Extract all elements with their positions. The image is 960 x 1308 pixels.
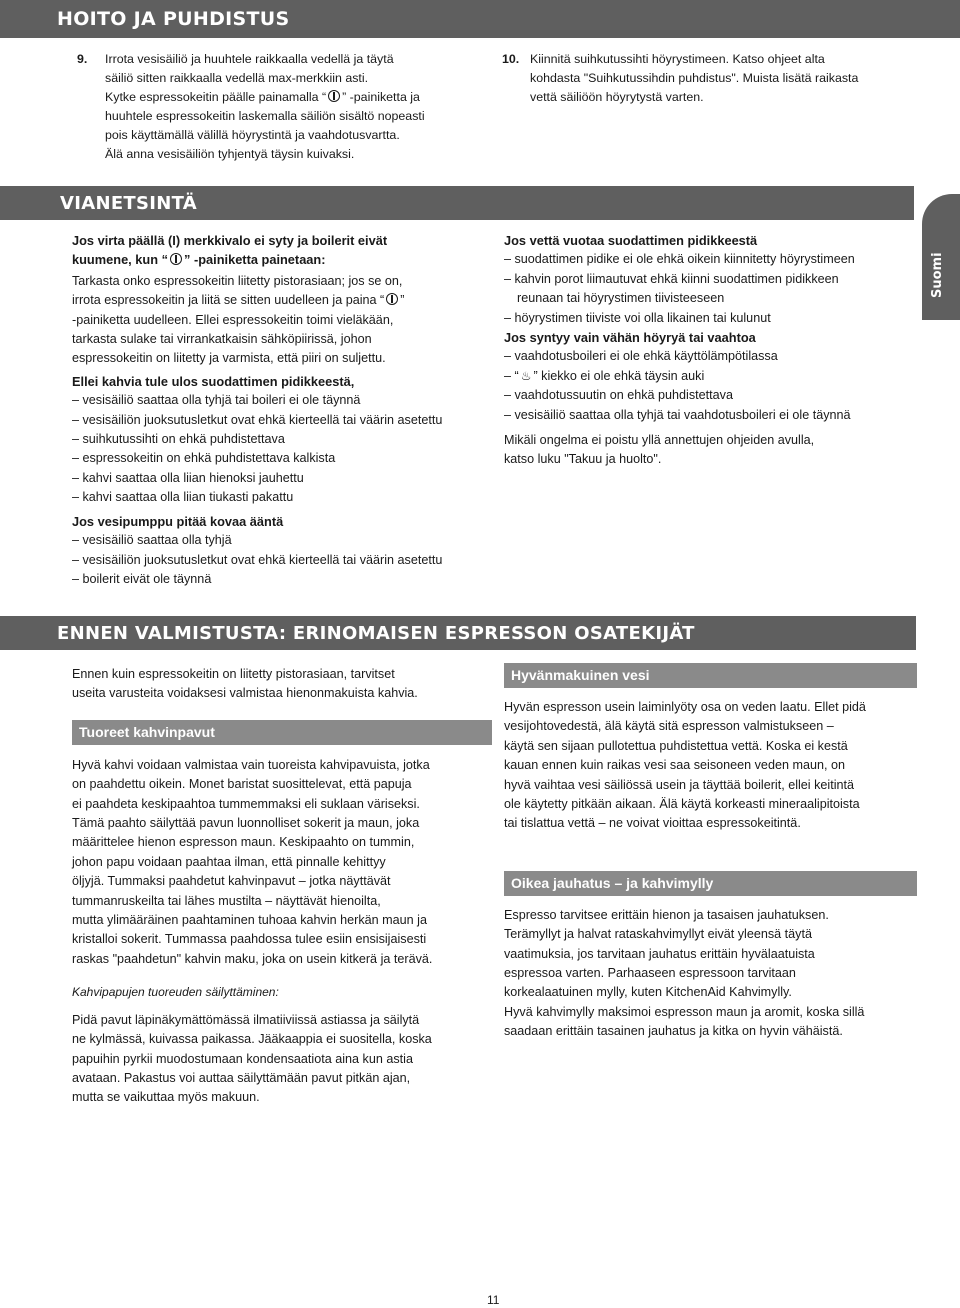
- troubleshooting-left: [72, 231, 492, 589]
- text-line: vesijohtovedestä, älä käytä sitä espresson valmistukseen –: [504, 719, 834, 734]
- text-line: mutta se vaikuttaa myös makuun.: [72, 1090, 260, 1105]
- text-line: [72, 291, 492, 310]
- text-line: vettä säiliöön höyrytystä varten.: [530, 90, 704, 104]
- text-fragment: – “: [504, 368, 519, 383]
- text-line: vaatimuksia, jos tarvitaan jauhatus erittäin hyvälaatuista: [504, 946, 815, 961]
- text-line: mutta ylimääräinen paahtaminen tuhoaa kahvin herkän maun ja: [72, 913, 427, 928]
- section-header-cleaning: [0, 0, 960, 38]
- question-title: [72, 250, 492, 269]
- section-title: ENNEN VALMISTUSTA: ERINOMAISEN ESPRESSON OSATEKIJÄT: [57, 623, 695, 644]
- question-title: Jos virta päällä (I) merkkivalo ei syty ja boilerit eivät: [72, 233, 388, 248]
- text-line: papuihin pyrkii muodostumaan kondensaatiota aina kun astia: [72, 1051, 413, 1066]
- step-number: 9.: [77, 52, 88, 66]
- language-tab-label: Suomi: [930, 252, 945, 298]
- list-item: – höyrystimen tiiviste voi olla likainen tai kulunut: [504, 310, 771, 325]
- text-line: ei paahdeta keskipaahtoa tummemmaksi eli suklaan väriseksi.: [72, 796, 420, 811]
- text-line: Hyvä kahvimylly maksimoi espresson maun ja aromit, koska sillä: [504, 1004, 865, 1019]
- text-fragment: kuumene, kun “: [72, 252, 168, 268]
- text-line: korkealaatuinen mylly, kuten KitchenAid Kahvimylly.: [504, 985, 792, 1000]
- list-item: – vesisäiliön juoksutusletkut ovat ehkä kierteellä tai väärin asetettu: [72, 412, 443, 427]
- text-line: säiliö sitten raikkaalla vedellä max-merkkiin asti.: [105, 71, 369, 85]
- text-line: ne kylmässä, kuivassa paikassa. Jääkaappia ei suositella, koska: [72, 1032, 432, 1047]
- text-line: Mikäli ongelma ei poistu yllä annettujen ohjeiden avulla,: [504, 433, 815, 448]
- text-line: Hyvä kahvi voidaan valmistaa vain tuoreista kahvipavuista, jotka: [72, 757, 430, 772]
- text-line: espressoa varten. Parhaaseen espressoon tarvitaan: [504, 966, 796, 981]
- question-title: Jos vesipumppu pitää kovaa ääntä: [72, 513, 284, 529]
- page-number: 11: [487, 1293, 500, 1307]
- question-title: Jos syntyy vain vähän höyryä tai vaahtoa: [504, 330, 756, 346]
- list-item: [504, 367, 924, 386]
- list-item: – vesisäiliön juoksutusletkut ovat ehkä kierteellä tai väärin asetettu: [72, 552, 443, 567]
- text-line: hyvä vaihtaa vesi säiliössä usein ja täyttää boilerit, ellei keitintä: [504, 777, 855, 792]
- text-line: Irrota vesisäiliö ja huuhtele raikkaalla vedellä ja täytä: [105, 52, 394, 66]
- text-fragment: ” kiekko ei ole ehkä täysin auki: [533, 368, 705, 383]
- text-line: tummanruskeilta tai lähes mustilta – näyttävät hienoilta,: [72, 893, 381, 908]
- text-line: käytä sen sijaan pullotettua puhdistettua vettä. Koska ei kestä: [504, 738, 848, 753]
- text-line: Ennen kuin espressokeitin on liitetty pistorasiaan, tarvitset: [72, 667, 395, 681]
- power-button-icon: [328, 90, 340, 102]
- section-title: VIANETSINTÄ: [60, 193, 198, 214]
- step-9: [77, 50, 497, 164]
- storage-heading: Kahvipapujen tuoreuden säilyttäminen:: [72, 985, 279, 1000]
- text-line: avataan. Pakastus voi auttaa säilyttämään pavut pitkän ajan,: [72, 1070, 411, 1085]
- text-line: [105, 88, 425, 107]
- text-line: -painiketta uudelleen. Ellei espressokeitin toimi vieläkään,: [72, 312, 394, 327]
- text-fragment: ”: [400, 293, 405, 308]
- text-line: johon papu voidaan paahtaa ilman, että pinnalle kehittyy: [72, 854, 386, 869]
- list-item: – vaahdotussuutin on ehkä puhdistettava: [504, 388, 733, 403]
- list-item: reunaan tai höyrystimen tiivisteeseen: [517, 291, 725, 306]
- text-line: Hyvän espresson usein laiminlyöty osa on veden laatu. Ellet pidä: [504, 700, 866, 714]
- text-line: Tarkasta onko espressokeitin liitetty pistorasiaan; jos se on,: [72, 273, 403, 288]
- list-item: – boilerit eivät ole täynnä: [72, 571, 212, 586]
- text-line: katso luku "Takuu ja huolto".: [504, 452, 662, 467]
- text-fragment: irrota espressokeitin ja liitä se sitten uudelleen ja paina “: [72, 293, 385, 308]
- list-item: – vesisäiliö saattaa olla tyhjä: [72, 533, 232, 548]
- text-line: Kiinnitä suihkutussihti höyrystimeen. Katso ohjeet alta: [530, 52, 825, 66]
- step-text: [530, 50, 858, 107]
- text-line: saadaan erittäin tasainen jauhatus ja kitka on hyvin vähäistä.: [504, 1024, 843, 1039]
- subsection-header-beans: Tuoreet kahvinpavut: [72, 720, 492, 745]
- text-line: pois käyttämällä välillä höyrystintä ja vaahdotusvartta.: [105, 128, 400, 142]
- question-title: Jos vettä vuotaa suodattimen pidikkeestä: [504, 233, 758, 248]
- list-item: – kahvin porot liimautuvat ehkä kiinni suodattimen pidikkeen: [504, 271, 839, 286]
- before-right: [504, 663, 917, 1042]
- text-line: kristalloi sokerit. Tummassa paahdossa tulee esiin ensisijaisesti: [72, 932, 427, 947]
- text-line: tarkasta sulake tai virrankatkaisin sähköpiirissä, johon: [72, 332, 372, 347]
- text-line: Tämä paahto säilyttää pavun luonnolliset sokerit ja maun, joka: [72, 816, 420, 831]
- section-title: HOITO JA PUHDISTUS: [57, 8, 290, 30]
- list-item: – vaahdotusboileri ei ole ehkä käyttölämpötilassa: [504, 349, 778, 364]
- text-line: useita varusteita voidaksesi valmistaa hienonmakuista kahvia.: [72, 686, 418, 701]
- text-line: kohdasta "Suihkutussihdin puhdistus". Muista lisätä raikasta: [530, 71, 859, 85]
- troubleshooting-right: [504, 231, 924, 470]
- step-text: [105, 50, 425, 164]
- text-line: on paahdettu oikein. Monet baristat suosittelevat, että papuja: [72, 777, 412, 792]
- text-fragment: ” -painiketta painetaan:: [184, 252, 326, 268]
- text-line: ole käytetty pitkään aikaan. Älä käytä korkeasti mineraalipitoista: [504, 797, 860, 812]
- text-line: öljyjä. Tummaksi paahdetut kahvinpavut – jotka näyttävät: [72, 874, 391, 889]
- list-item: – suihkutussihti on ehkä puhdistettava: [72, 432, 285, 447]
- subsection-header-water: Hyvänmakuinen vesi: [504, 663, 917, 688]
- text-line: Terämyllyt ja halvat rataskahvimyllyt eivät yleensä täytä: [504, 927, 812, 942]
- before-left: [72, 665, 492, 1108]
- text-line: Espresso tarvitsee erittäin hienon ja tasaisen jauhatuksen.: [504, 907, 829, 922]
- list-item: – kahvi saattaa olla liian tiukasti pakattu: [72, 490, 294, 505]
- section-header-troubleshooting: [0, 186, 914, 220]
- text-line: espressokeitin on liitetty ja varmista, että piiri on suljettu.: [72, 351, 386, 366]
- text-line: määrittelee hienon espresson maun. Keskipaahto on tummin,: [72, 835, 415, 850]
- text-line: Älä anna vesisäiliön tyhjentyä täysin kuivaksi.: [105, 147, 355, 161]
- text-fragment: ” -painiketta ja: [342, 90, 420, 104]
- power-button-icon: [386, 293, 398, 305]
- text-line: Pidä pavut läpinäkymättömässä ilmatiiviissä astiassa ja säilytä: [72, 1012, 420, 1027]
- list-item: – vesisäiliö saattaa olla tyhjä tai boileri ei ole täynnä: [72, 393, 361, 408]
- step-10: [502, 50, 922, 107]
- list-item: – vesisäiliö saattaa olla tyhjä tai vaahdotusboileri ei ole täynnä: [504, 407, 851, 422]
- text-fragment: Kytke espressokeitin päälle painamalla “: [105, 90, 327, 104]
- step-number: 10.: [502, 52, 520, 66]
- list-item: – suodattimen pidike ei ole ehkä oikein kiinnitetty höyrystimeen: [504, 252, 855, 267]
- subsection-header-grind: Oikea jauhatus – ja kahvimylly: [504, 871, 917, 896]
- text-line: huuhtele espressokeitin laskemalla säiliön sisältö nopeasti: [105, 109, 425, 123]
- text-line: kauan ennen kuin raikas vesi saa seisoneen veden maun, on: [504, 758, 845, 773]
- power-button-icon: [170, 253, 182, 265]
- question-title: Ellei kahvia tule ulos suodattimen pidikkeestä,: [72, 373, 355, 389]
- steam-knob-icon: ♨: [520, 368, 532, 383]
- list-item: – espressokeitin on ehkä puhdistettava kalkista: [72, 451, 336, 466]
- section-header-before-brewing: [0, 616, 916, 650]
- text-line: raskas "paahdetun" kahvin maku, joka on usein kitkerä ja terävä.: [72, 951, 433, 966]
- list-item: – kahvi saattaa olla liian hienoksi jauhettu: [72, 470, 304, 485]
- text-line: tai tislattua vettä – ne voivat vioittaa espressokeitintä.: [504, 816, 801, 831]
